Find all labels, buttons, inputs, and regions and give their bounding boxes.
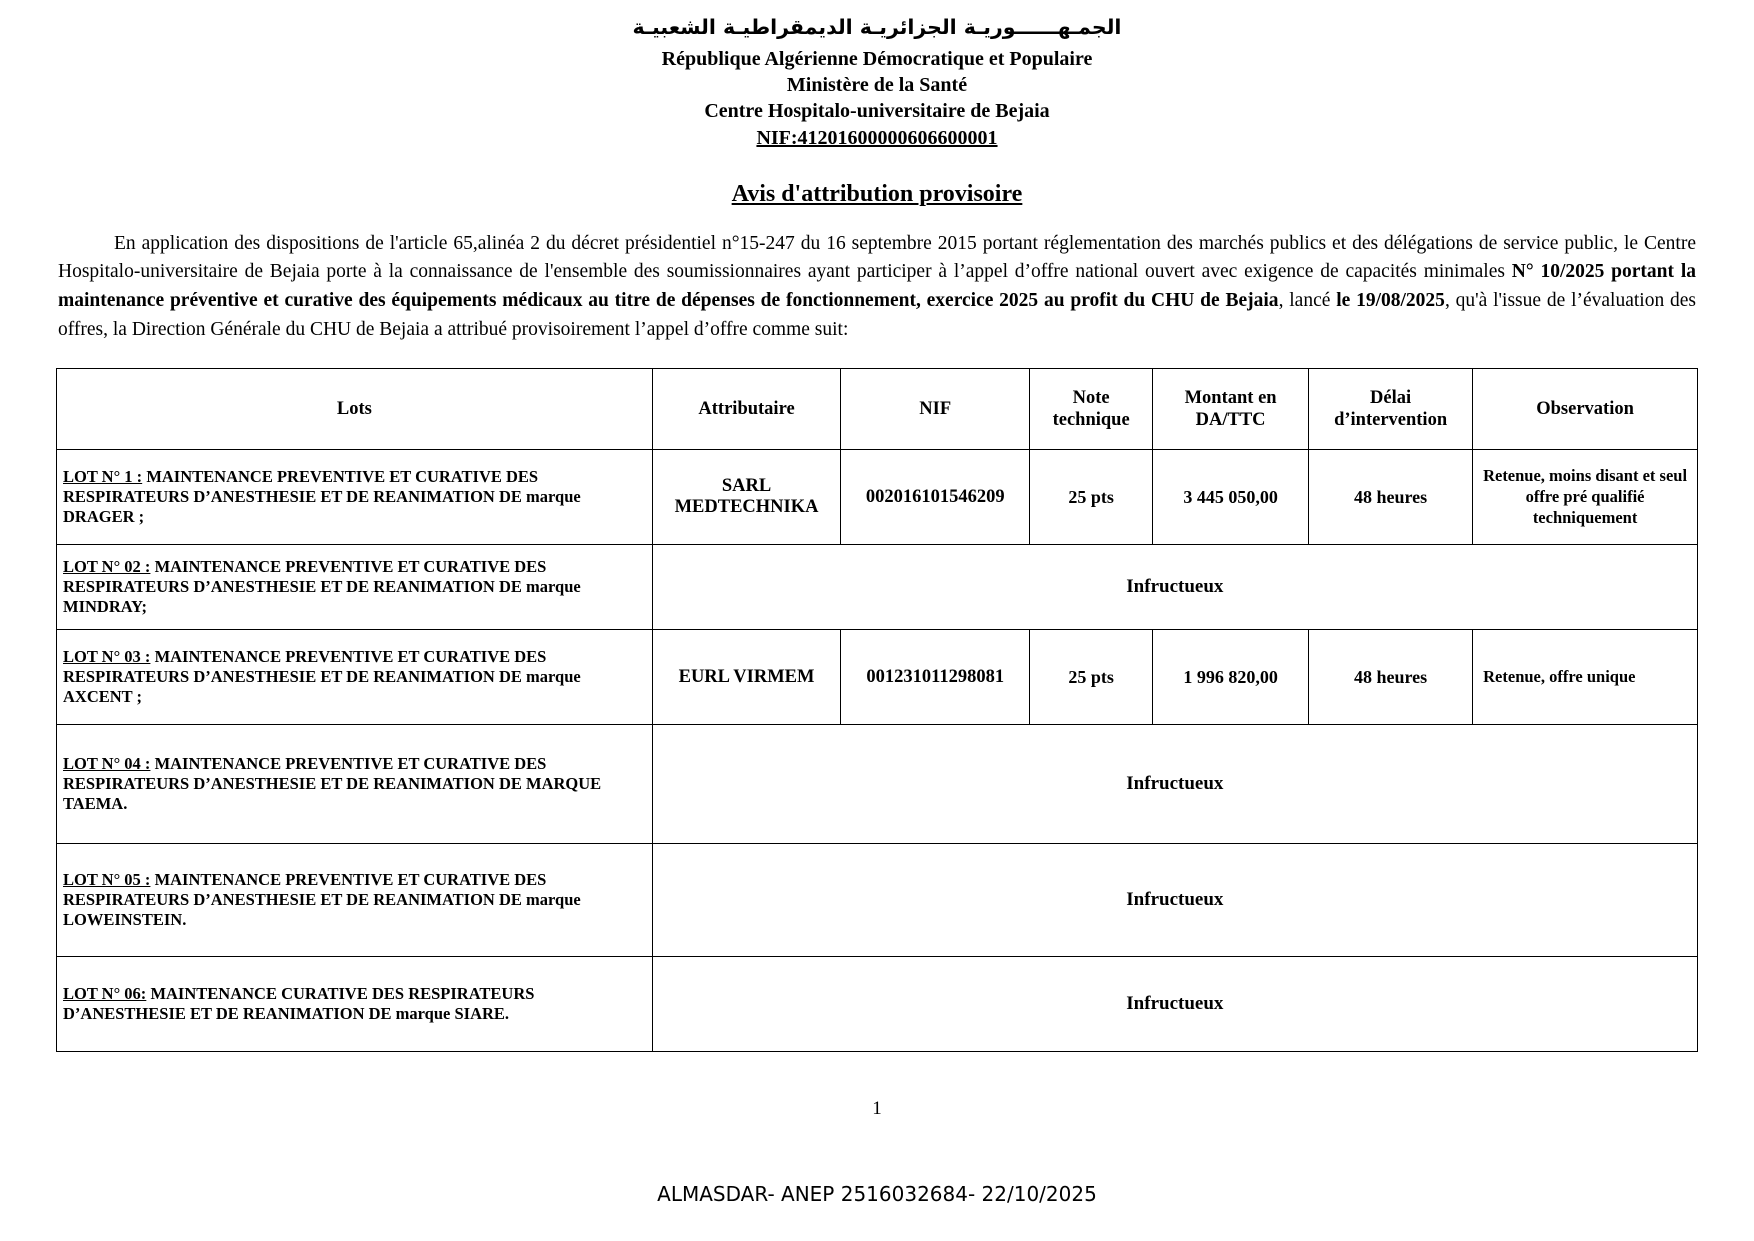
delai-cell: 48 heures bbox=[1309, 630, 1473, 725]
header-republic-line: République Algérienne Démocratique et Populaire bbox=[661, 47, 1093, 70]
column-header-observation: Observation bbox=[1473, 369, 1698, 450]
lot-description-cell bbox=[57, 725, 653, 844]
note-technique-cell: 25 pts bbox=[1030, 450, 1153, 545]
observation-cell: Retenue, moins disant et seul offre pré qualifié techniquement bbox=[1473, 450, 1698, 545]
column-header-note-technique: Note technique bbox=[1030, 369, 1153, 450]
table-row bbox=[57, 957, 1698, 1052]
delai-cell: 48 heures bbox=[1309, 450, 1473, 545]
document-header bbox=[56, 14, 1698, 151]
result-cell: Infructueux bbox=[652, 844, 1697, 957]
intro-text-part1: En application des dispositions de l'article 65,alinéa 2 du décret présidentiel n°15-247 du 16 septembre 2015 portant réglementation des marchés publics et des délégations de service public, le Centre Hospitalo-universitaire de Bejaia porte à la connaissance de l'ensemble des soumissionnaires ayant participer à l’appel d’offre national ouvert avec exigence de capacités minimales bbox=[58, 232, 1696, 283]
intro-paragraph bbox=[58, 230, 1696, 345]
lot-identifier: LOT N° 1 : bbox=[63, 467, 143, 487]
page-number: 1 bbox=[872, 1098, 882, 1120]
column-header-lots: Lots bbox=[57, 369, 653, 450]
lot-identifier: LOT N° 05 : bbox=[63, 870, 151, 890]
lot-description: MAINTENANCE PREVENTIVE ET CURATIVE DES RESPIRATEURS D’ANESTHESIE ET DE REANIMATION DE marque AXCENT ; bbox=[63, 647, 581, 707]
lot-description-cell bbox=[57, 450, 653, 545]
result-cell: Infructueux bbox=[652, 957, 1697, 1052]
intro-tender-reference: N° 10/2025 portant la maintenance préventive et curative des équipements médicaux au titre de dépenses de fonctionnement, exercice 2025 au profit du CHU de Bejaia bbox=[58, 261, 1696, 311]
table-row bbox=[57, 630, 1698, 725]
table-row bbox=[57, 450, 1698, 545]
lot-description: MAINTENANCE PREVENTIVE ET CURATIVE DES RESPIRATEURS D’ANESTHESIE ET DE REANIMATION DE marque DRAGER ; bbox=[63, 467, 581, 527]
lot-identifier: LOT N° 02 : bbox=[63, 557, 151, 577]
table-row bbox=[57, 725, 1698, 844]
lot-description: MAINTENANCE PREVENTIVE ET CURATIVE DES RESPIRATEURS D’ANESTHESIE ET DE REANIMATION DE MARQUE TAEMA. bbox=[63, 754, 602, 814]
awards-table bbox=[56, 368, 1698, 1052]
column-header-nif: NIF bbox=[841, 369, 1030, 450]
column-header-attributaire: Attributaire bbox=[652, 369, 841, 450]
lot-description-cell bbox=[57, 545, 653, 630]
intro-text-part2: , lancé bbox=[1278, 289, 1337, 311]
intro-text-part3: , qu'à l'issue de l’évaluation des offres, la Direction Générale du CHU de Bejaia a attribué provisoirement l’appel d’offre comme suit: bbox=[58, 289, 1696, 340]
result-cell: Infructueux bbox=[652, 545, 1697, 630]
column-header-delai: Délai d’intervention bbox=[1309, 369, 1473, 450]
intro-launch-date: le 19/08/2025 bbox=[1336, 289, 1445, 311]
note-technique-cell: 25 pts bbox=[1030, 630, 1153, 725]
table-row bbox=[57, 545, 1698, 630]
header-institution-line: Centre Hospitalo-universitaire de Bejaia bbox=[704, 99, 1050, 122]
result-cell: Infructueux bbox=[652, 725, 1697, 844]
lot-identifier: LOT N° 06: bbox=[63, 984, 147, 1004]
lot-identifier: LOT N° 03 : bbox=[63, 647, 151, 667]
attributaire-cell: EURL VIRMEM bbox=[652, 630, 841, 725]
lot-description-cell bbox=[57, 844, 653, 957]
header-ministry-line: Ministère de la Santé bbox=[786, 73, 968, 96]
montant-cell: 1 996 820,00 bbox=[1153, 630, 1309, 725]
column-header-montant: Montant en DA/TTC bbox=[1153, 369, 1309, 450]
lot-description: MAINTENANCE CURATIVE DES RESPIRATEURS D’ANESTHESIE ET DE REANIMATION DE marque SIARE. bbox=[63, 984, 535, 1024]
table-row bbox=[57, 844, 1698, 957]
montant-cell: 3 445 050,00 bbox=[1153, 450, 1309, 545]
lot-identifier: LOT N° 04 : bbox=[63, 754, 151, 774]
lot-description-cell bbox=[57, 957, 653, 1052]
header-nif: NIF:41201600000606600001 bbox=[756, 126, 998, 149]
table-header-row bbox=[57, 369, 1698, 450]
page-title: Avis d'attribution provisoire bbox=[731, 180, 1023, 207]
header-arabic-title: الجمـهــــــوريـة الجزائريـة الديمقراطيـة الشعبيـة bbox=[632, 15, 1122, 39]
attributaire-cell: SARL MEDTECHNIKA bbox=[652, 450, 841, 545]
observation-cell: Retenue, offre unique bbox=[1473, 630, 1698, 725]
lot-description-cell bbox=[57, 630, 653, 725]
nif-cell: 001231011298081 bbox=[841, 630, 1030, 725]
nif-cell: 002016101546209 bbox=[841, 450, 1030, 545]
lot-description: MAINTENANCE PREVENTIVE ET CURATIVE DES RESPIRATEURS D’ANESTHESIE ET DE REANIMATION DE marque MINDRAY; bbox=[63, 557, 581, 617]
anep-reference: ALMASDAR- ANEP 2516032684- 22/10/2025 bbox=[657, 1182, 1097, 1207]
lot-description: MAINTENANCE PREVENTIVE ET CURATIVE DES RESPIRATEURS D’ANESTHESIE ET DE REANIMATION DE marque LOWEINSTEIN. bbox=[63, 870, 581, 930]
